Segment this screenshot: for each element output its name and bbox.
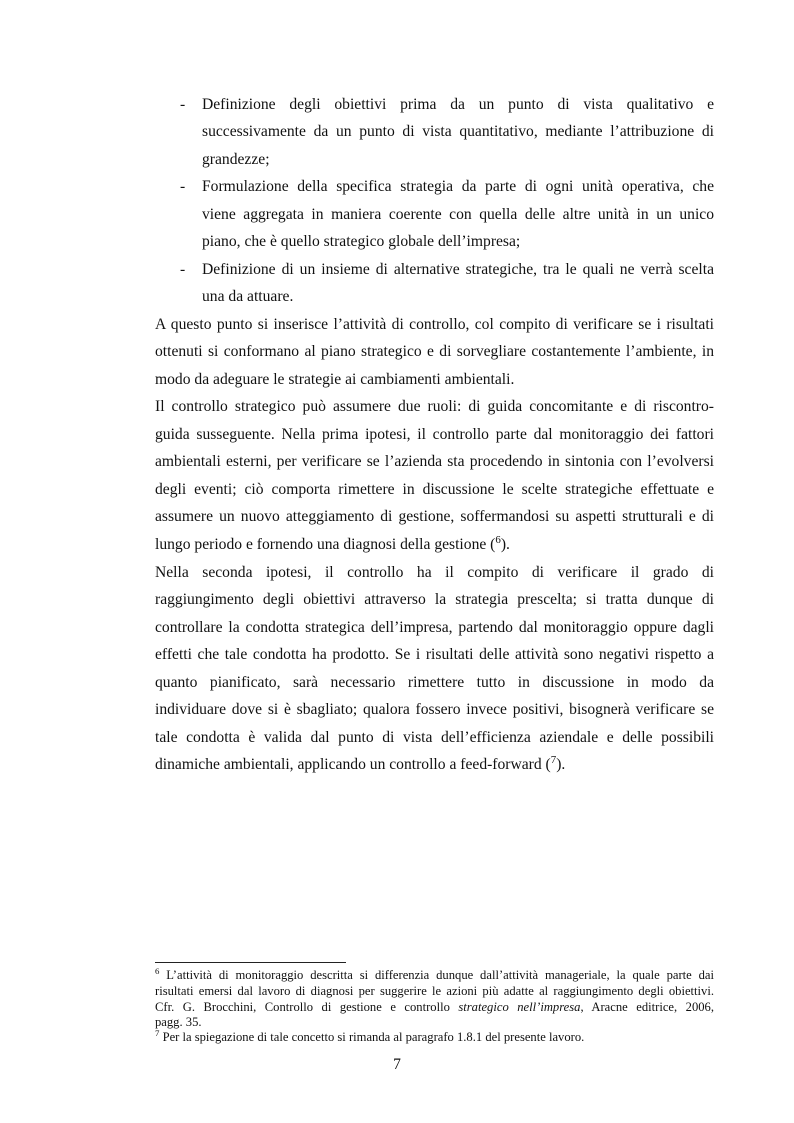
paragraph-line xyxy=(155,535,510,555)
footnote-6-line xyxy=(155,1000,714,1015)
list-item-line: viene aggregata in maniera coerente con quella delle altre unità in un unico xyxy=(202,206,714,223)
paragraph-line: guida susseguente. Nella prima ipotesi, il controllo parte dal monitoraggio dei fattori xyxy=(155,426,714,443)
paragraph-line-text: dinamiche ambientali, applicando un controllo a feed-forward ( xyxy=(155,756,551,773)
list-item-line: piano, che è quello strategico globale dell’impresa; xyxy=(202,233,521,250)
footnote-ref-7[interactable]: 7 xyxy=(550,753,557,766)
footnote-separator xyxy=(155,962,346,963)
paragraph-line-text: ). xyxy=(500,536,510,553)
paragraph-line: degli eventi; ciò comporta rimettere in discussione le scelte strategiche effettuate e xyxy=(155,481,714,498)
list-item-line: grandezze; xyxy=(202,151,270,168)
footnote-number: 6 xyxy=(155,965,160,976)
list-item-line: Formulazione della specifica strategia da parte di ogni unità operativa, che xyxy=(202,178,714,195)
page-number: 7 xyxy=(393,1056,401,1073)
footnote-7-line xyxy=(155,1027,585,1045)
footnote-ref-6[interactable]: 6 xyxy=(495,533,501,546)
list-dash: - xyxy=(180,261,186,278)
paragraph-line xyxy=(155,755,565,775)
paragraph-line: A questo punto si inserisce l’attività di controllo, col compito di verificare se i risultati xyxy=(155,316,714,333)
paragraph-line: modo da adeguare le strategie ai cambiamenti ambientali. xyxy=(155,371,515,388)
paragraph-line: ambientali esterni, per verificare se l’azienda sta procedendo in sintonia con l’evolversi xyxy=(155,453,714,470)
footnote-italic-title: strategico nell’impresa xyxy=(458,1000,581,1014)
paragraph-line: raggiungimento degli obiettivi attraverso la strategia prescelta; si tratta dunque di xyxy=(155,591,714,608)
footnote-number: 7 xyxy=(155,1027,160,1038)
list-item-line: Definizione di un insieme di alternative strategiche, tra le quali ne verrà scelta xyxy=(202,261,714,278)
list-item-line: Definizione degli obiettivi prima da un punto di vista qualitativo e xyxy=(202,96,714,113)
paragraph-line: Il controllo strategico può assumere due ruoli: di guida concomitante e di riscontro- xyxy=(155,398,714,415)
list-dash: - xyxy=(180,178,186,195)
footnote-text: , Aracne editrice, 2006, xyxy=(580,1000,714,1014)
paragraph-line: quanto pianificato, sarà necessario rimettere tutto in discussione in modo da xyxy=(155,674,714,691)
paragraph-line-text: lungo periodo e fornendo una diagnosi della gestione ( xyxy=(155,536,496,553)
paragraph-line: effetti che tale condotta ha prodotto. Se i risultati delle attività sono negativi rispetto a xyxy=(155,646,714,663)
list-item-line: successivamente da un punto di vista quantitativo, mediante l’attribuzione di xyxy=(202,123,714,140)
footnote-text: Per la spiegazione di tale concetto si rimanda al paragrafo 1.8.1 del presente lavoro. xyxy=(162,1030,585,1044)
footnote-text: L’attività di monitoraggio descritta si differenzia dunque dall’attività manageriale, la quale parte dai xyxy=(166,968,714,982)
paragraph-line: individuare dove si è sbagliato; qualora fossero invece positivi, bisognerà verificare se xyxy=(155,701,714,718)
list-dash: - xyxy=(180,96,186,113)
paragraph-line-text: ). xyxy=(556,756,566,773)
footnote-text: Cfr. G. Brocchini, Controllo di gestione e controllo xyxy=(155,1000,459,1014)
footnote-6-line: risultati emersi dal lavoro di diagnosi per suggerire le azioni più adatte al raggiungimento degli obiettivi. xyxy=(155,984,714,998)
list-item-line: una da attuare. xyxy=(202,288,294,305)
paragraph-line: tale condotta è valida dal punto di vista dell’efficienza aziendale e delle possibili xyxy=(155,729,714,746)
paragraph-line: Nella seconda ipotesi, il controllo ha il compito di verificare il grado di xyxy=(155,564,714,581)
footnote-6-line: pagg. 35. xyxy=(155,1015,202,1029)
footnote-6-line xyxy=(155,965,714,983)
paragraph-line: assumere un nuovo atteggiamento di gestione, soffermandosi su aspetti strutturali e di xyxy=(155,508,714,525)
paragraph-line: ottenuti si conformano al piano strategico e di sorvegliare costantemente l’ambiente, in xyxy=(155,343,714,360)
paragraph-line: controllare la condotta strategica dell’impresa, partendo dal monitoraggio oppure dagli xyxy=(155,619,714,636)
